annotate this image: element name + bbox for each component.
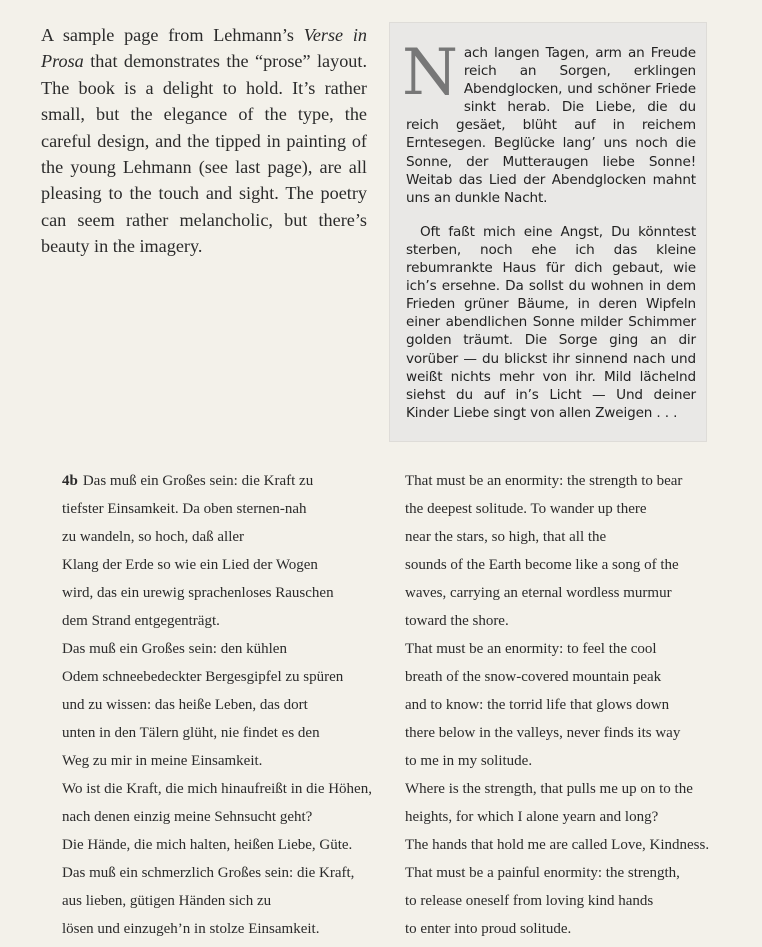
poem-row: [62, 887, 742, 915]
poem-line-german: Das muß ein Großes sein: den kühlen: [62, 641, 287, 657]
poem-line-english: toward the shore.: [405, 613, 509, 629]
poem-line-english: sounds of the Earth become like a song of the: [405, 557, 679, 573]
poem-line-english: to release oneself from loving kind hands: [405, 893, 654, 909]
poem-line-german: nach denen einzig meine Sehnsucht geht?: [62, 809, 313, 825]
poem-number: 4b: [62, 473, 78, 489]
poem-line-german: Klang der Erde so wie ein Lied der Wogen: [62, 557, 318, 573]
poem-line-english: That must be a painful enormity: the strength,: [405, 865, 680, 881]
scan-paragraph-2: Oft faßt mich eine Angst, Du könntest sterben, noch ehe ich das kleine rebumrankte Haus für dich gebaut, wie ich’s ersehne. Da sollst du wohnen in dem Frieden grüner Bäume, in deren Wipfeln einer abendlichen Sonne milder Schimmer golden träumt. Die Sorge ging an dir vorüber — du blickst ihr sinnend nach und weißt nichts mehr von ihr. Mild lächelnd siehst du auf in’s Licht — Und deiner Kinder Liebe singt von allen Zweigen . . .: [406, 223, 696, 421]
poem-row: [62, 579, 742, 607]
intro-paragraph: [41, 22, 367, 260]
poem-line-english: to me in my solitude.: [405, 753, 533, 769]
intro-text-lead: A sample page from Lehmann’s: [41, 25, 304, 45]
intro-text-rest: that demonstrates the “prose” layout. The book is a delight to hold. It’s rather small, but the elegance of the type, the careful design, and the tipped in painting of the young Lehmann (see last page), are all pleasing to the touch and sight. The poetry can seem rather melancholic, but there’s beauty in the imagery.: [41, 51, 367, 257]
bilingual-poem: [62, 467, 742, 943]
poem-line-german: Die Hände, die mich halten, heißen Liebe, Güte.: [62, 837, 353, 853]
poem-line-english: and to know: the torrid life that glows down: [405, 697, 670, 713]
poem-line-english: That must be an enormity: the strength to bear: [405, 473, 683, 489]
poem-line-german: lösen und einzugeh’n in stolze Einsamkeit.: [62, 921, 320, 937]
poem-line-english: Where is the strength, that pulls me up on to the: [405, 781, 693, 797]
book-title: Verse in Prosa: [41, 25, 367, 72]
poem-line-english: there below in the valleys, never finds its way: [405, 725, 681, 741]
poem-line-english: heights, for which I alone yearn and long?: [405, 809, 659, 825]
poem-row: [62, 635, 742, 663]
poem-row: [62, 719, 742, 747]
scanned-book-page: [389, 22, 707, 442]
poem-row: [62, 691, 742, 719]
poem-line-english: waves, carrying an eternal wordless murmur: [405, 585, 672, 601]
poem-line-german: dem Strand entgegenträgt.: [62, 613, 220, 629]
poem-row: [62, 831, 742, 859]
poem-line-english: the deepest solitude. To wander up there: [405, 501, 647, 517]
poem-row: [62, 551, 742, 579]
poem-line-german: aus lieben, gütigen Händen sich zu: [62, 893, 272, 909]
poem-line-german: [62, 467, 405, 495]
poem-line-german: wird, das ein urewig sprachenloses Rauschen: [62, 585, 334, 601]
poem-line-german: Das muß ein schmerzlich Großes sein: die Kraft,: [62, 865, 355, 881]
poem-line-english: breath of the snow-covered mountain peak: [405, 669, 662, 685]
scanned-text: [402, 36, 696, 422]
poem-line-english: near the stars, so high, that all the: [405, 529, 607, 545]
poem-line-german: zu wandeln, so hoch, daß aller: [62, 529, 245, 545]
poem-line-german-text: Das muß ein Großes sein: die Kraft zu: [82, 473, 314, 489]
poem-line-german: unten in den Tälern glüht, nie findet es den: [62, 725, 320, 741]
poem-row: [62, 663, 742, 691]
poem-row: [62, 803, 742, 831]
drop-cap: N: [402, 36, 458, 110]
poem-line-german: tiefster Einsamkeit. Da oben sternen-nah: [62, 501, 307, 517]
poem-line-german: Odem schneebedeckter Bergesgipfel zu spüren: [62, 669, 344, 685]
poem-row: [62, 775, 742, 803]
scan-paragraph-1: [402, 36, 696, 207]
poem-row: [62, 467, 742, 495]
poem-line-german: und zu wissen: das heiße Leben, das dort: [62, 697, 308, 713]
poem-row: [62, 523, 742, 551]
poem-row: [62, 495, 742, 523]
poem-row: [62, 915, 742, 943]
poem-line-english: That must be an enormity: to feel the cool: [405, 641, 657, 657]
scan-paragraph-1-text: ach langen Tagen, arm an Freude reich an Sorgen, erklingen Abendglocken, und schöner Friede sinkt herab. Die Liebe, die du reich gesäet, blüht auf in reichem Erntesegen. Beglücke lang’ uns noch die Sonne, der Mutteraugen liebe Sonne! Weitab das Lied der Abendglocken mahnt uns an dunkle Nacht.: [406, 45, 696, 206]
poem-line-german: Wo ist die Kraft, die mich hinaufreißt in die Höhen,: [62, 781, 372, 797]
poem-line-english: to enter into proud solitude.: [405, 921, 572, 937]
poem-row: [62, 607, 742, 635]
poem-row: [62, 859, 742, 887]
poem-line-german: Weg zu mir in meine Einsamkeit.: [62, 753, 263, 769]
poem-line-english: The hands that hold me are called Love, Kindness.: [405, 837, 710, 853]
poem-row: [62, 747, 742, 775]
